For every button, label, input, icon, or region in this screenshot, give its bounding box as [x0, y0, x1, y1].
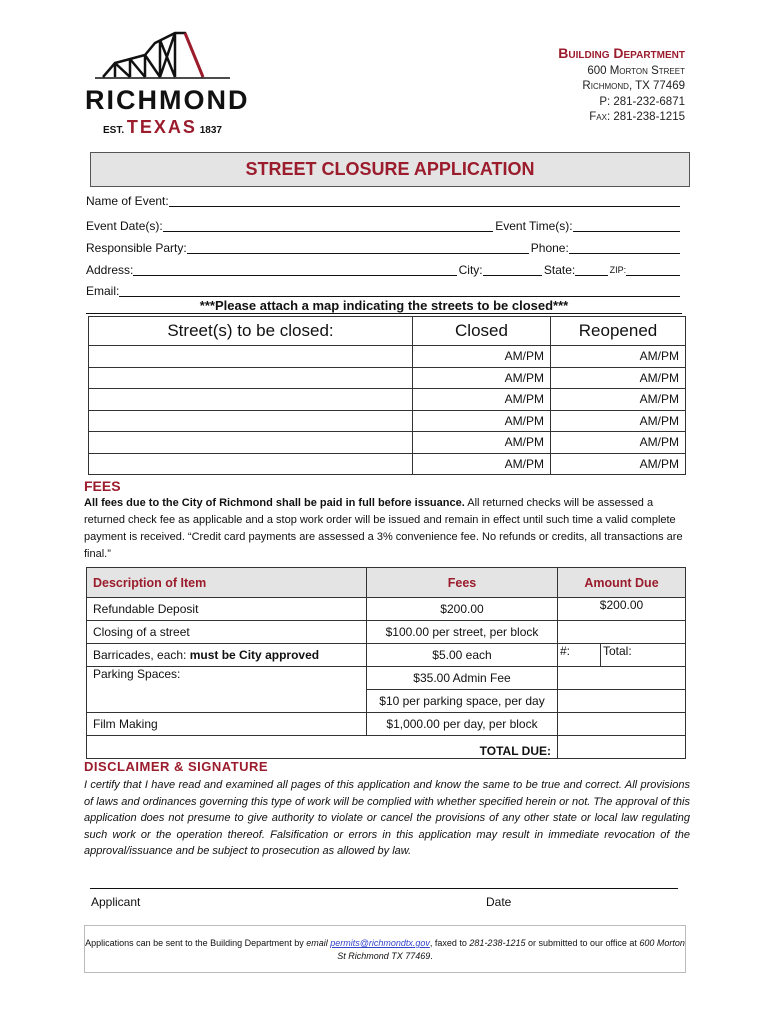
- label: Phone:: [530, 241, 569, 255]
- map-note: ***Please attach a map indicating the streets to be closed***: [86, 298, 682, 314]
- header-reopened: Reopened: [551, 317, 686, 346]
- fees-text: [84, 495, 684, 563]
- table-row: [87, 621, 686, 644]
- total-due-input[interactable]: [558, 736, 686, 759]
- party-input[interactable]: [187, 240, 529, 254]
- label: State:: [543, 263, 576, 277]
- phone-input[interactable]: [569, 240, 680, 254]
- dept-city: Richmond, TX 77469: [582, 80, 685, 92]
- disclaimer-text: I certify that I have read and examined all pages of this application and know the same to be true and correct. All provisions of laws and ordinances governing this type of work will be complied with whether specified herein or not. The approval of this application does not presume to give authority to violate or cancel the provisions of any other state or local law regulating such work or the operation thereof. Falsification or errors in this application may result in immediate revocation of the approval/issuance and be subject to prosecution as allowed by law.: [84, 779, 690, 857]
- street-row: [89, 453, 686, 475]
- total-due-label: TOTAL DUE:: [87, 736, 558, 759]
- reopened-time[interactable]: AM/PM: [551, 367, 686, 389]
- event-dates-input[interactable]: [163, 218, 494, 232]
- amount-input[interactable]: [558, 690, 686, 713]
- table-row: [87, 667, 686, 690]
- total-input[interactable]: Total:: [601, 644, 686, 667]
- header-description: Description of Item: [87, 568, 367, 598]
- label: City:: [458, 263, 483, 277]
- amount-input[interactable]: [558, 713, 686, 736]
- office-address: 600 Morton St Richmond TX 77469: [337, 938, 685, 961]
- fee: $1,000.00 per day, per block: [367, 713, 558, 736]
- logo-state: TEXAS: [126, 117, 197, 137]
- header-amount: Amount Due: [558, 568, 686, 598]
- city-input[interactable]: [483, 262, 542, 276]
- email-link[interactable]: permits@richmondtx.gov: [330, 938, 430, 948]
- fee: $35.00 Admin Fee: [367, 667, 558, 690]
- closed-time[interactable]: AM/PM: [413, 346, 551, 368]
- department-info: [558, 46, 685, 126]
- email-input[interactable]: [119, 283, 680, 297]
- label: ZIP:: [609, 265, 627, 275]
- state-input[interactable]: [575, 262, 607, 276]
- applicant-label: Applicant: [91, 895, 141, 909]
- item: Refundable Deposit: [87, 598, 367, 621]
- street-input[interactable]: [89, 367, 413, 389]
- fees-table: [86, 567, 686, 759]
- date-label: Date: [486, 895, 512, 909]
- reopened-time[interactable]: AM/PM: [551, 346, 686, 368]
- text: , faxed to: [429, 938, 470, 948]
- item: Closing of a street: [87, 621, 367, 644]
- closed-time[interactable]: AM/PM: [413, 432, 551, 454]
- header-closed: Closed: [413, 317, 551, 346]
- signature-line[interactable]: [90, 888, 678, 889]
- header-street: Street(s) to be closed:: [167, 321, 334, 340]
- fee: $100.00 per street, per block: [367, 621, 558, 644]
- address-input[interactable]: [133, 262, 456, 276]
- page-title: STREET CLOSURE APPLICATION: [90, 152, 690, 187]
- logo-name: RICHMOND: [85, 85, 250, 115]
- street-row: [89, 367, 686, 389]
- text: .: [430, 951, 433, 961]
- street-input[interactable]: [89, 410, 413, 432]
- richmond-logo: [85, 25, 260, 137]
- street-row: [89, 389, 686, 411]
- dept-fax: Fax: 281-238-1215: [589, 111, 685, 123]
- fax-number: 281-238-1215: [469, 938, 526, 948]
- table-row: [87, 644, 686, 667]
- label: Address:: [86, 263, 134, 277]
- closed-time[interactable]: AM/PM: [413, 367, 551, 389]
- table-row: [87, 713, 686, 736]
- closed-time[interactable]: AM/PM: [413, 389, 551, 411]
- item: Film Making: [87, 713, 367, 736]
- zip-input[interactable]: [626, 262, 680, 276]
- closed-time[interactable]: AM/PM: [413, 453, 551, 475]
- fee: $10 per parking space, per day: [367, 690, 558, 713]
- fee: $200.00: [367, 598, 558, 621]
- street-input[interactable]: [89, 389, 413, 411]
- item: [87, 644, 367, 667]
- street-input[interactable]: [89, 453, 413, 475]
- amount[interactable]: $200.00: [558, 598, 686, 621]
- dept-title: Building Department: [558, 45, 685, 61]
- table-row: [87, 598, 686, 621]
- header-fees: Fees: [367, 568, 558, 598]
- dept-phone: P: 281-232-6871: [599, 95, 685, 108]
- reopened-time[interactable]: AM/PM: [551, 432, 686, 454]
- fees-bold: All fees due to the City of Richmond shall be paid in full before issuance.: [84, 497, 465, 509]
- logo-est: EST.: [103, 125, 125, 136]
- dept-street: 600 Morton Street: [587, 64, 685, 77]
- count-input[interactable]: #:: [558, 644, 601, 667]
- footer-note: [84, 925, 686, 973]
- text: or submitted to our office at: [525, 938, 640, 948]
- closed-time[interactable]: AM/PM: [413, 410, 551, 432]
- fees-body: All returned checks will be assessed a returned check fee as applicable and a stop work order will be issued and remain in effect until such time a valid complete payment is received. “Credit card payments are assessed a 3% convenience fee. No refunds or credits, all transactions are final.”: [84, 497, 683, 560]
- street-input[interactable]: [89, 432, 413, 454]
- item-text: Barricades, each:: [93, 648, 190, 662]
- label: Responsible Party:: [86, 241, 187, 255]
- event-name-field[interactable]: [86, 190, 682, 212]
- logo-year: 1837: [199, 125, 222, 136]
- label: Email:: [86, 284, 120, 298]
- text: email: [306, 938, 331, 948]
- reopened-time[interactable]: AM/PM: [551, 389, 686, 411]
- amount-input[interactable]: [558, 667, 686, 690]
- item-note: must be City approved: [189, 648, 320, 662]
- item: Parking Spaces:: [87, 667, 367, 713]
- street-row: [89, 410, 686, 432]
- event-time-input[interactable]: [573, 218, 680, 232]
- text: Applications can be sent to the Building Department by: [85, 938, 307, 948]
- amount-input[interactable]: [558, 621, 686, 644]
- reopened-time[interactable]: AM/PM: [551, 410, 686, 432]
- total-row: [87, 736, 686, 759]
- fees-heading: FEES: [84, 478, 121, 494]
- label: Event Date(s):: [86, 219, 163, 233]
- disclaimer-heading: DISCLAIMER & SIGNATURE: [84, 759, 269, 774]
- event-name-input[interactable]: [169, 193, 680, 207]
- reopened-time[interactable]: AM/PM: [551, 453, 686, 475]
- street-row: [89, 346, 686, 368]
- label: Event Time(s):: [495, 219, 573, 233]
- street-row: [89, 432, 686, 454]
- streets-table: [88, 316, 686, 475]
- label: Name of Event:: [86, 194, 169, 208]
- street-input[interactable]: [89, 346, 413, 368]
- fee: $5.00 each: [367, 644, 558, 667]
